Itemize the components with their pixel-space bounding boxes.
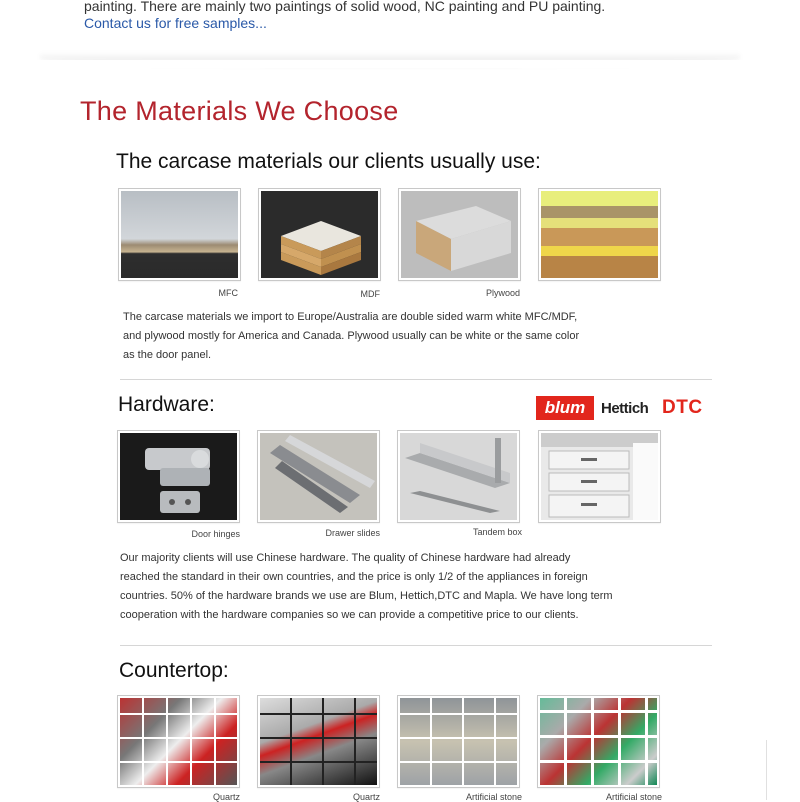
hardware-paragraph [120,549,613,625]
caption-plywood: Plywood [485,288,520,298]
carcase-line-2: and plywood mostly for America and Canada. Plywood usually can be white or the same color [123,330,580,342]
edge-boards-graphic [541,191,658,278]
kitchen-drawers-image [538,430,661,523]
mfc-image [118,188,241,281]
caption-tandem-box: Tandem box [472,527,522,537]
tandem-box-image [397,430,520,523]
edge-sample-image [538,188,661,281]
caption-drawer-slides: Drawer slides [325,528,380,538]
caption-artificial-stone-1: Artificial stone [465,792,522,802]
caption-door-hinges: Door hinges [191,529,240,539]
divider-2 [120,645,712,646]
plywood-image [398,188,521,281]
hardware-line-2: reached the standard in their own countries, and the price is only 1/2 of the appliances in foreign [120,571,588,583]
scroll-edge [766,740,767,800]
intro-text: painting. There are mainly two paintings of solid wood, NC painting and PU painting. [84,0,606,14]
divider-1 [120,379,712,380]
hinge-graphic [120,433,237,520]
carcase-title: The carcase materials our clients usually use: [116,150,541,173]
carcase-line-3: as the door panel. [123,349,212,361]
caption-quartz-1: Quartz [212,792,240,802]
artificial-stone-image-2 [537,695,660,788]
mdf-image [258,188,381,281]
dtc-logo: DTC [662,397,703,418]
drawer-slides-image [257,430,380,523]
caption-mdf: MDF [360,289,380,299]
shadow-mask [30,60,750,68]
countertop-title: Countertop: [119,659,229,682]
hettich-logo: Hettich [601,399,649,417]
blum-logo: blum [536,396,594,420]
hardware-line-4: cooperation with the hardware companies so we can provide a competitive price to our clients. [120,609,579,621]
contact-samples-link[interactable]: Contact us for free samples... [84,15,267,31]
quartz-image-2 [257,695,380,788]
quartz-image-1 [117,695,240,788]
page-title: The Materials We Choose [80,96,399,126]
hardware-line-1: Our majority clients will use Chinese hardware. The quality of Chinese hardware had already [120,552,571,564]
plywood-board-graphic [401,191,518,278]
hardware-title: Hardware: [118,393,215,416]
door-hinges-image [117,430,240,523]
caption-artificial-stone-2: Artificial stone [605,792,662,802]
artificial-stone-image-1 [397,695,520,788]
tandem-graphic [400,433,517,520]
slides-graphic [260,433,377,520]
caption-mfc: MFC [218,288,238,298]
mdf-stack-graphic [261,191,378,278]
carcase-paragraph [123,308,579,365]
caption-quartz-2: Quartz [352,792,380,802]
carcase-line-1: The carcase materials we import to Europe/Australia are double sided warm white MFC/MDF, [123,311,578,323]
drawers-graphic [541,433,658,520]
hardware-line-3: countries. 50% of the hardware brands we use are Blum, Hettich,DTC and Mapla. We have long term [120,590,613,602]
